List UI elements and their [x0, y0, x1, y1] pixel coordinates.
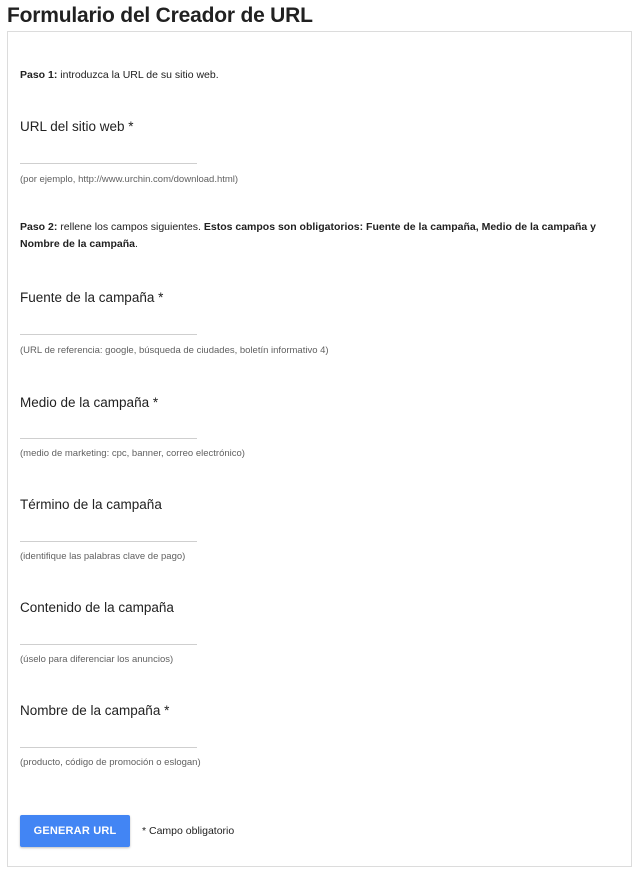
- campaign-content-label: Contenido de la campaña: [20, 600, 174, 615]
- campaign-source-label: Fuente de la campaña *: [20, 290, 164, 305]
- step-2-instruction: [20, 219, 625, 253]
- step-2-required-fields: Estos campos son obligatorios: Fuente de la campaña, Medio de la campaña y Nombre de la campaña: [20, 221, 596, 250]
- step-1-prefix: Paso 1:: [20, 69, 58, 81]
- campaign-term-label: Término de la campaña: [20, 497, 162, 512]
- step-1-text: introduzca la URL de su sitio web.: [57, 69, 219, 81]
- campaign-term-hint: (identifique las palabras clave de pago): [20, 551, 186, 562]
- campaign-content-hint: (úselo para diferenciar los anuncios): [20, 654, 174, 665]
- campaign-medium-label: Medio de la campaña *: [20, 395, 159, 410]
- campaign-medium-hint: (medio de marketing: cpc, banner, correo electrónico): [20, 448, 245, 459]
- website-url-input[interactable]: [20, 144, 197, 164]
- campaign-content-input[interactable]: [20, 625, 197, 645]
- required-field-note: * Campo obligatorio: [142, 825, 235, 837]
- step-2-end: .: [134, 238, 138, 250]
- campaign-medium-input[interactable]: [20, 419, 197, 439]
- campaign-name-input[interactable]: [20, 728, 197, 748]
- campaign-name-label: Nombre de la campaña *: [20, 703, 170, 718]
- website-url-hint: (por ejemplo, http://www.urchin.com/download.html): [20, 174, 239, 185]
- website-url-label: URL del sitio web *: [20, 119, 134, 134]
- step-2-prefix: Paso 2:: [20, 221, 58, 233]
- step-1-instruction: [20, 67, 620, 84]
- campaign-name-hint: (producto, código de promoción o eslogan): [20, 757, 201, 768]
- page-title: Formulario del Creador de URL: [7, 4, 313, 27]
- step-2-text: rellene los campos siguientes.: [57, 221, 204, 233]
- campaign-term-input[interactable]: [20, 522, 197, 542]
- url-builder-form: [7, 31, 632, 867]
- generate-url-button[interactable]: GENERAR URL: [20, 815, 130, 847]
- campaign-source-input[interactable]: [20, 315, 197, 335]
- campaign-source-hint: (URL de referencia: google, búsqueda de ciudades, boletín informativo 4): [20, 345, 329, 356]
